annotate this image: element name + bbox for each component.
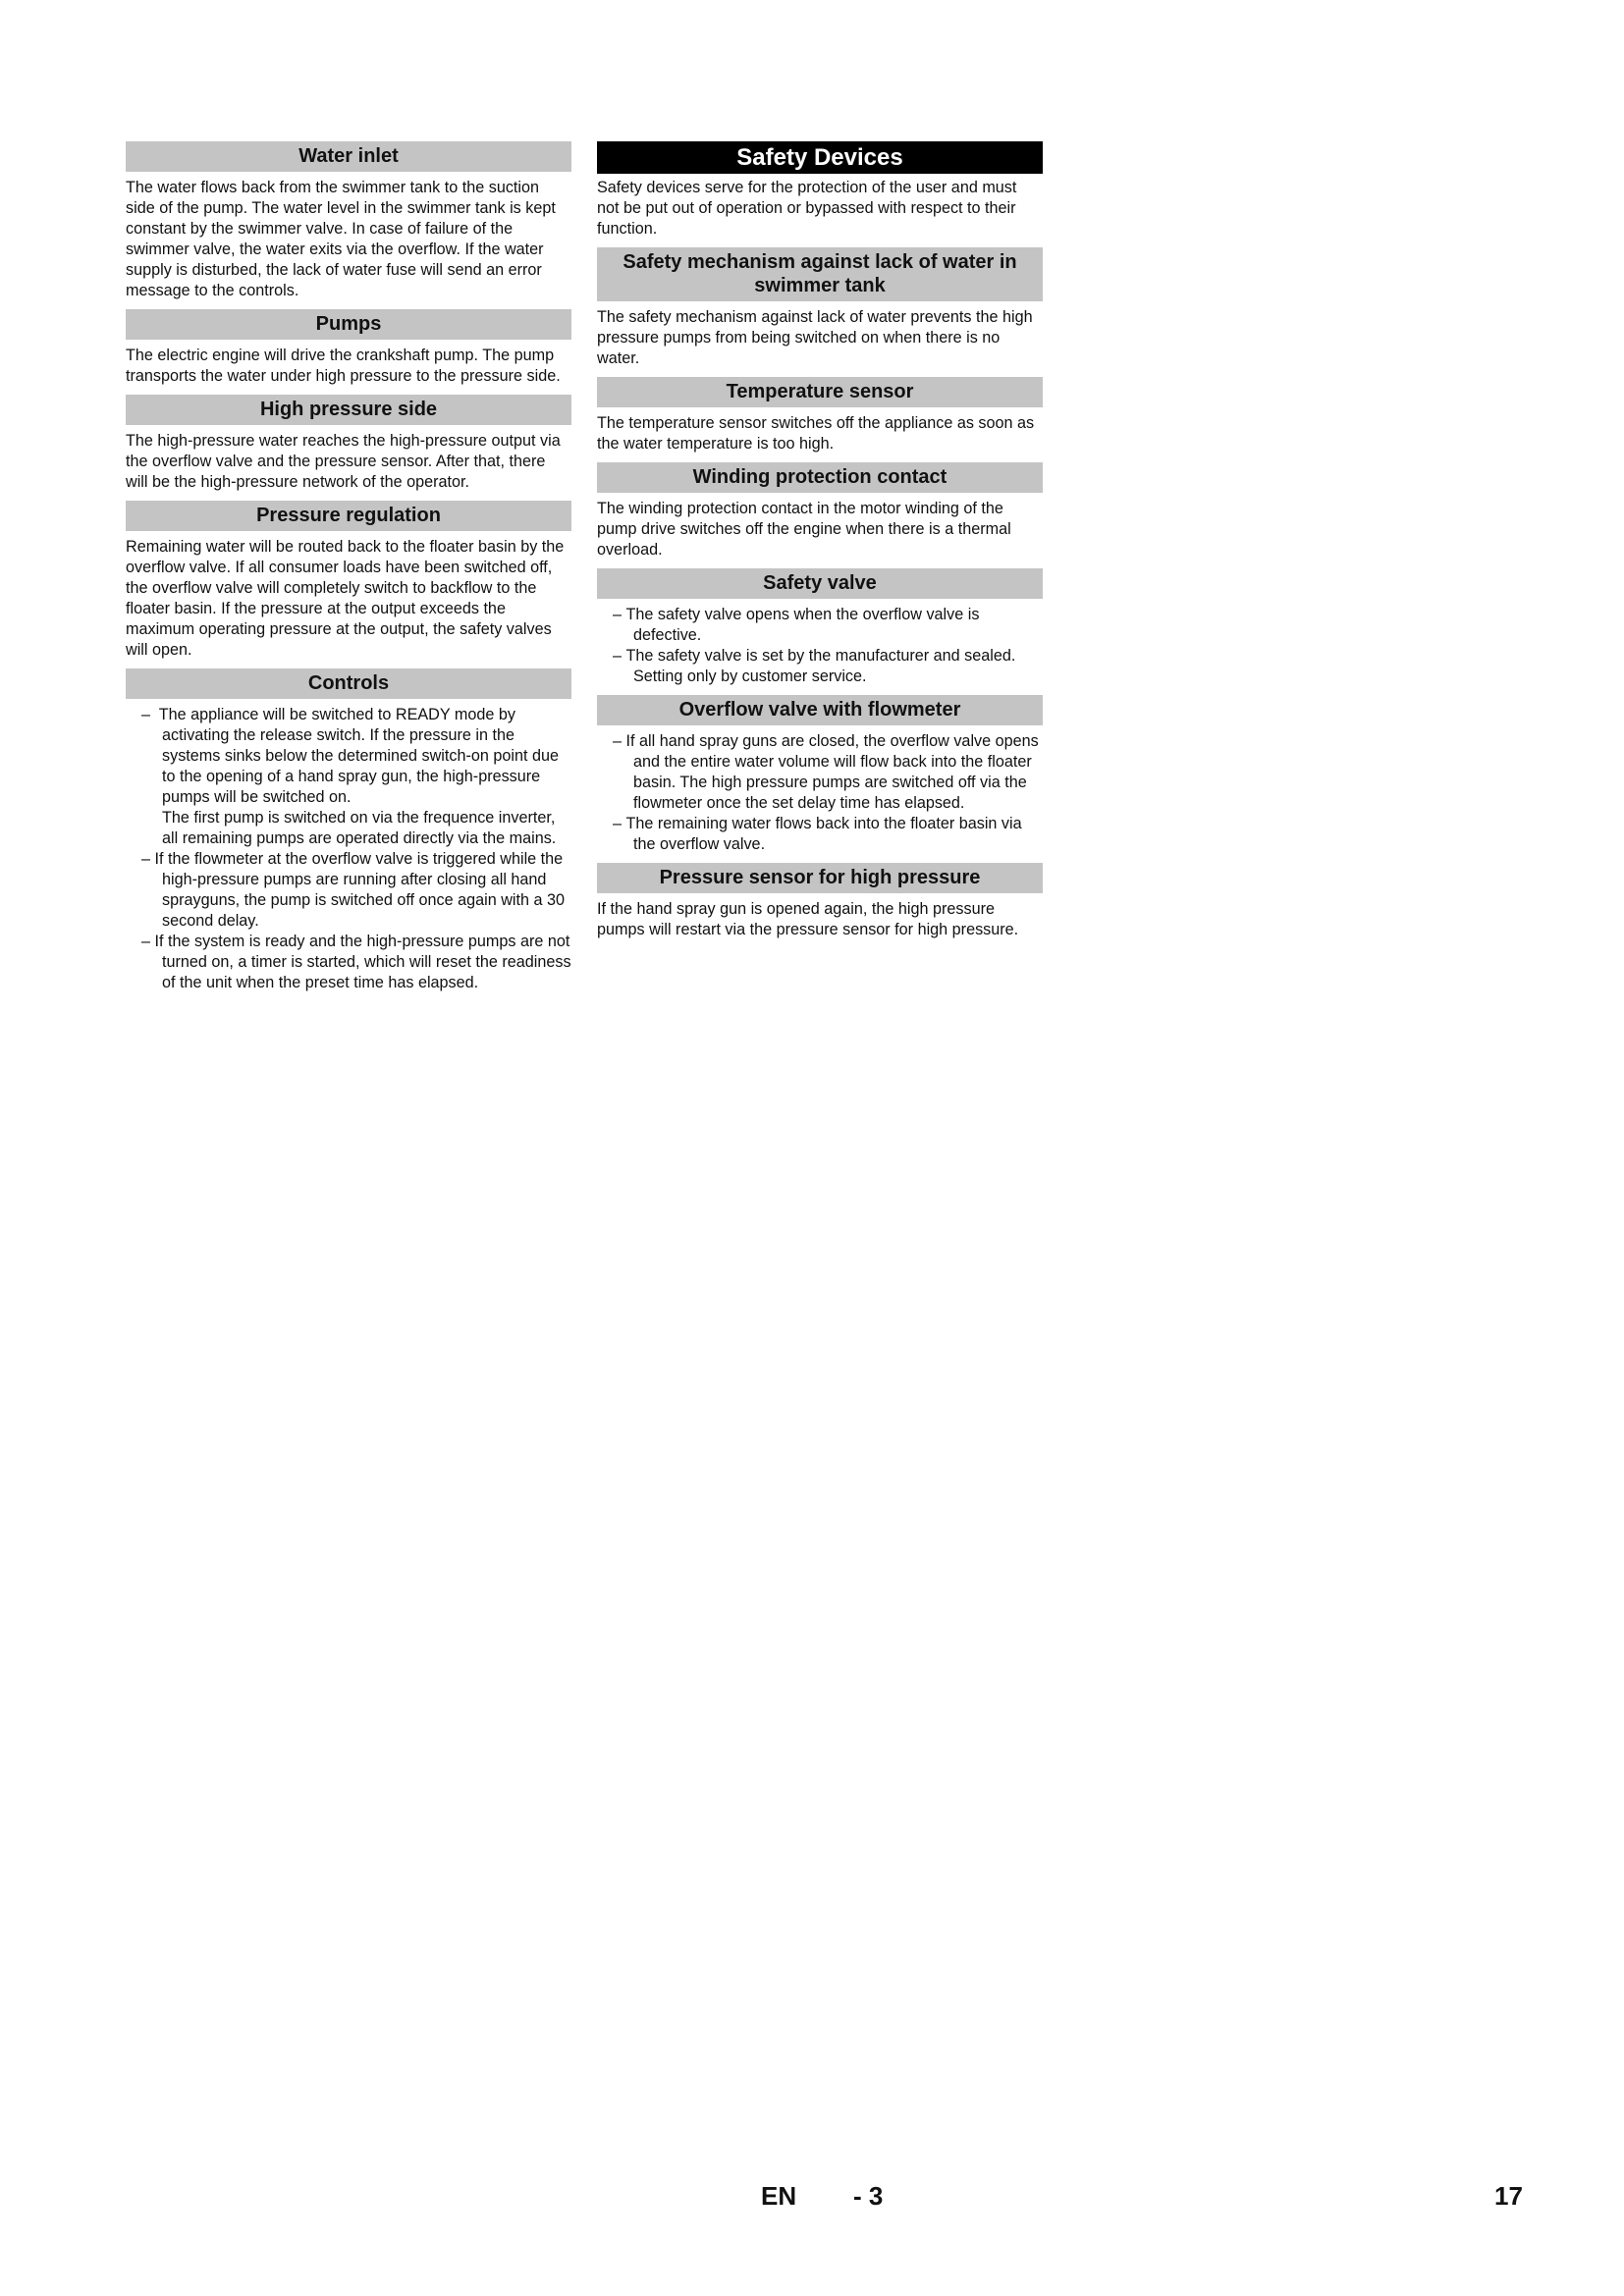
controls-item-1: The appliance will be switched to READY mode by activating the release switch. If the pressure in the systems sinks below the determined switch-on point due to the opening of a hand spray gun, the high-pressure pumps will be switched on. [158,706,559,806]
left-column [126,141,571,1001]
list-item [110,932,571,993]
temperature-sensor-text: The temperature sensor switches off the appliance as soon as the water temperature is too high. [597,414,1035,453]
footer-section-number: - 3 [853,2181,884,2211]
controls-list [126,705,571,993]
list-item [110,705,571,849]
section-heading-pressure-sensor: Pressure sensor for high pressure [597,863,1043,893]
chapter-heading-safety-devices: Safety Devices [597,141,1043,174]
winding-protection-text: The winding protection contact in the motor winding of the pump drive switches off the engine when there is a thermal overload. [597,500,1011,559]
pressure-sensor-text: If the hand spray gun is opened again, the high pressure pumps will restart via the pressure sensor for high pressure. [597,900,1019,938]
right-column [597,141,1043,948]
list-item [581,814,1043,855]
list-item [581,731,1043,814]
safety-valve-item-2: The safety valve is set by the manufacturer and sealed. Setting only by customer service. [625,647,1016,685]
safety-valve-list [597,605,1043,687]
safety-devices-text: Safety devices serve for the protection of the user and must not be put out of operation or bypassed with respect to their function. [597,179,1017,238]
section-heading-pressure-regulation: Pressure regulation [126,501,571,531]
lack-of-water-text: The safety mechanism against lack of water prevents the high pressure pumps from being switched on when there is no water. [597,308,1033,367]
controls-item-3: If the system is ready and the high-pressure pumps are not turned on, a timer is started, which will reset the readiness of the unit when the preset time has elapsed. [154,933,571,991]
safety-valve-item-1: The safety valve opens when the overflow valve is defective. [625,606,980,644]
list-item [110,849,571,932]
pumps-text: The electric engine will drive the crankshaft pump. The pump transports the water under high pressure to the pressure side. [126,347,561,385]
page-number: 17 [1494,2181,1523,2211]
section-heading-water-inlet: Water inlet [126,141,571,172]
section-heading-high-pressure-side: High pressure side [126,395,571,425]
section-heading-overflow-valve: Overflow valve with flowmeter [597,695,1043,725]
footer-language: EN [761,2181,797,2211]
list-item [581,646,1043,687]
controls-item-1-extra: The first pump is switched on via the frequence inverter, all remaining pumps are operated directly via the mains. [162,809,557,847]
list-item [581,605,1043,646]
section-heading-winding-protection: Winding protection contact [597,462,1043,493]
water-inlet-text: The water flows back from the swimmer tank to the suction side of the pump. The water level in the swimmer tank is kept constant by the swimmer valve. In case of failure of the swimmer valve, the water exits via the overflow. If the water supply is disturbed, the lack of water fuse will send an error message to the controls. [126,179,556,299]
section-heading-safety-valve: Safety valve [597,568,1043,599]
section-heading-lack-of-water: Safety mechanism against lack of water in swimmer tank [597,247,1043,301]
section-heading-pumps: Pumps [126,309,571,340]
section-heading-controls: Controls [126,668,571,699]
controls-item-2: If the flowmeter at the overflow valve is triggered while the high-pressure pumps are running after closing all hand sprayguns, the pump is switched off once again with a 30 second delay. [154,850,566,930]
high-pressure-side-text: The high-pressure water reaches the high-pressure output via the overflow valve and the pressure sensor. After that, there will be the high-pressure network of the operator. [126,432,561,491]
overflow-valve-item-2: The remaining water flows back into the floater basin via the overflow valve. [625,815,1022,853]
overflow-valve-list [597,731,1043,855]
section-heading-temperature-sensor: Temperature sensor [597,377,1043,407]
overflow-valve-item-1: If all hand spray guns are closed, the overflow valve opens and the entire water volume will flow back into the floater basin. The high pressure pumps are switched off via the flowmeter once the set delay time has elapsed. [625,732,1039,812]
pressure-regulation-text: Remaining water will be routed back to the floater basin by the overflow valve. If all consumer loads have been switched off, the overflow valve will completely switch to backflow to the floater basin. If the pressure at the output exceeds the maximum operating pressure at the output, the safety valves will open. [126,538,565,659]
